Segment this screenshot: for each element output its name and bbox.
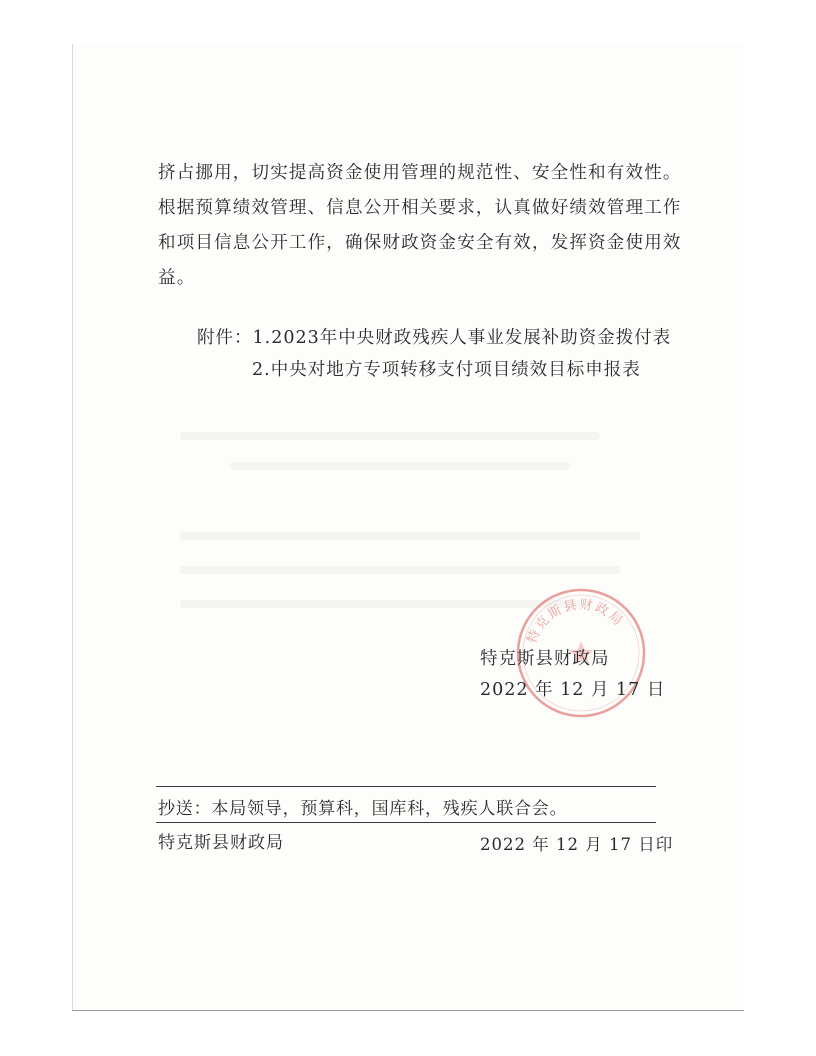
attachment-row-2 [197,354,671,386]
attachments-label: 附件： [197,328,253,348]
cc-line: 抄送：本局领导，预算科，国库科，残疾人联合会。 [158,799,568,819]
show-through-mark [230,462,570,470]
show-through-mark [180,566,620,574]
footer-issuer: 特克斯县财政局 [158,833,284,853]
show-through-mark [180,432,600,440]
attachments-section [197,322,671,386]
footer-print-date: 2022 年 12 月 17 日印 [480,835,674,854]
signature-block [480,644,665,706]
body-line: 根据预算绩效管理、信息公开相关要求，认真做好绩效管理工作 [158,198,682,218]
cc-bottom-rule [156,822,656,823]
cc-top-rule [156,786,656,787]
signature-org: 特克斯县财政局 [480,649,610,669]
signature-date: 2022 年 12 月 17 日 [480,680,666,700]
page-bottom-edge [72,1010,744,1011]
attachment-row-1 [197,322,671,354]
attachment-item: 1.2023年中央财政残疾人事业发展补助资金拨付表 [252,328,672,348]
attachment-item: 2.中央对地方专项转移支付项目绩效目标申报表 [252,360,641,380]
svg-text:特克斯县财政局: 特克斯县财政局 [524,597,627,646]
body-line: 和项目信息公开工作，确保财政资金安全有效，发挥资金使用效 [158,233,682,253]
body-line: 益。 [158,268,196,288]
body-line: 挤占挪用，切实提高资金使用管理的规范性、安全性和有效性。 [158,163,682,183]
body-paragraph [158,156,682,296]
show-through-mark [180,532,640,540]
